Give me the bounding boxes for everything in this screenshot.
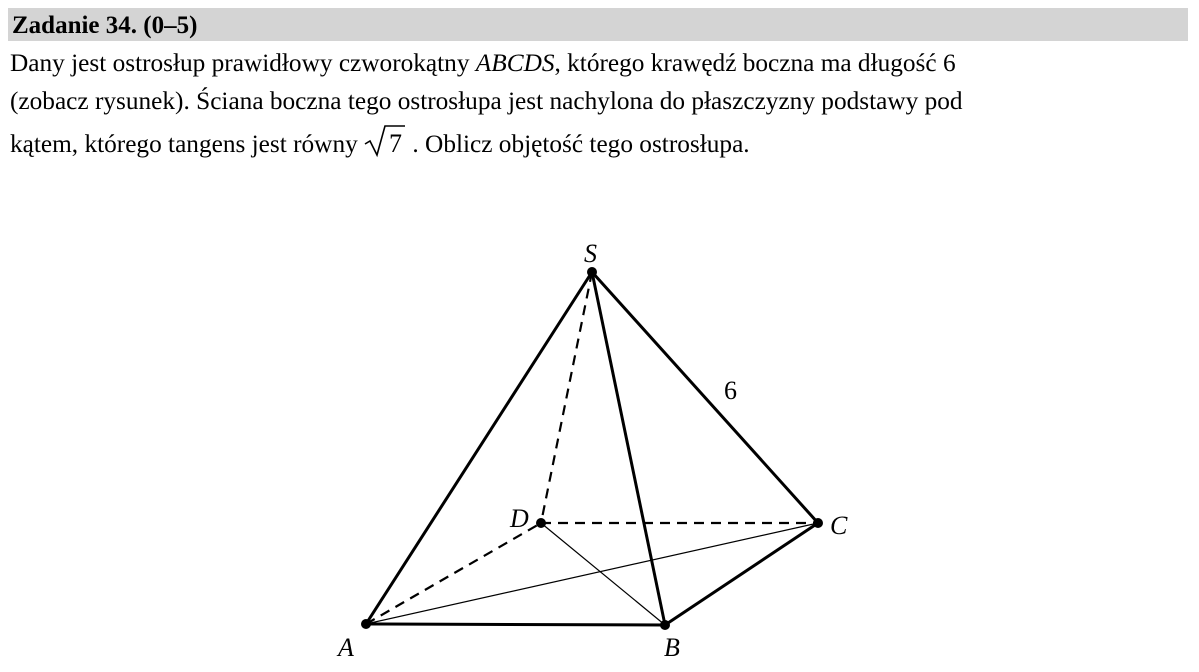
diagonal-AC — [366, 523, 818, 624]
edge-BC — [665, 523, 818, 625]
vertex-C — [813, 518, 823, 528]
statement-line-2: (zobacz rysunek). Ściana boczna tego ostrosłupa jest nachylona do płaszczyzny podstawy pod — [10, 87, 963, 115]
statement-line-1: Dany jest ostrosłup prawidłowy czworokątny ABCDS, którego krawędź boczna ma długość 6 — [10, 49, 956, 77]
sqrt-radicand: 7 — [389, 129, 403, 158]
vertex-S — [587, 267, 597, 277]
task-title: Zadanie 34. (0–5) — [12, 12, 198, 39]
edge-SB — [592, 272, 665, 625]
label-C: C — [830, 511, 848, 540]
solid-name: ABCDS — [475, 49, 555, 77]
edge-SA — [366, 272, 592, 624]
vertex-D — [536, 518, 546, 528]
label-D: D — [510, 504, 529, 533]
vertex-B — [660, 620, 670, 630]
vertex-A — [361, 619, 371, 629]
edge-AB — [366, 624, 665, 625]
statement-line-3: kątem, którego tangens jest równy 7 . Oblicz objętość tego ostrosłupa. — [10, 124, 1190, 163]
edge-length-label: 6 — [724, 376, 737, 405]
edge-SC — [592, 272, 818, 523]
label-B: B — [664, 633, 680, 662]
label-A: A — [338, 633, 354, 662]
label-S: S — [584, 239, 597, 268]
edge-AD-hidden — [366, 523, 541, 624]
